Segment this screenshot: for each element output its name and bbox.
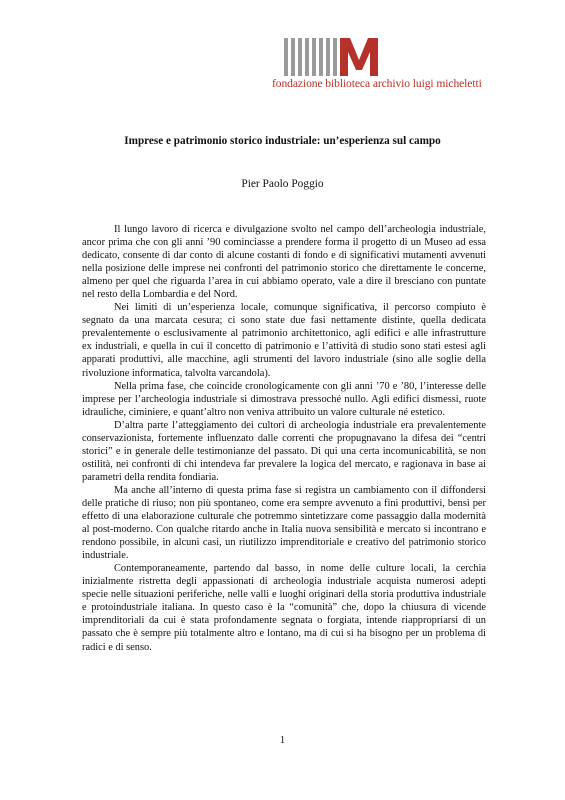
paragraph: Nella prima fase, che coincide cronologicamente con gli anni ’70 e ’80, l’interesse delle imprese per l’archeologia industriale si dimostrava pressoché nullo. Agli edifici dismessi, ruote idrauliche, ciminiere, e quant’altro non veniva attribuito un valore culturale né estetico. [82, 380, 486, 418]
document-body [82, 223, 486, 654]
document-title: Imprese e patrimonio storico industriale: un’esperienza sul campo [124, 135, 441, 147]
page-number: 1 [279, 735, 286, 746]
paragraph: D’altra parte l’atteggiamento dei cultori di archeologia industriale era prevalentemente conservazionista, fortemente influenzato dalle correnti che propugnavano la difesa dei “centri storici” e in generale delle testimonianze del passato. Di qui una certa incomunicabilità, se non ostilità, nei confronti di chi intendeva far prevalere la logica del mercato, e ragionava in base ai parametri della rendita fondiaria. [82, 419, 486, 483]
paragraph: Il lungo lavoro di ricerca e divulgazione svolto nel campo dell’archeologia industriale, ancor prima che con gli anni ’90 cominciasse a prendere forma il progetto di un Museo ad essa dedicato, consente di dar conto di alcune costanti di fondo e di significativi mutamenti avvenuti nella posizione delle imprese nei confronti del patrimonio storico che direttamente le concerne, almeno per quel che riguarda l’area in cui abbiamo operato, vale a dire il bresciano con puntate nel resto della Lombardia e del Nord. [82, 224, 486, 301]
micheletti-logo-icon [284, 38, 378, 76]
paragraph: Nei limiti di un’esperienza locale, comunque significativa, il percorso compiuto è segnato da una marcata cesura; ci sono state due fasi nettamente distinte, quella dedicata prevalentemente o esclusivamente al patrimonio architettonico, agli edifici e alle infrastrutture ex industriali, e quella in cui il concetto di patrimonio e l’attività di studio sono stati estesi agli apparati produttivi, alle macchine, agli strumenti del lavoro industriale (sino alle soglie della rivoluzione informatica, talvolta varcandola). [82, 302, 486, 379]
logo-text: fondazione biblioteca archivio luigi micheletti [272, 77, 482, 90]
paragraph: Ma anche all’interno di questa prima fase si registra un cambiamento con il diffondersi delle pratiche di riuso; non più spontaneo, come era sempre avvenuto a fini produttivi, bensì per effetto di una elaborazione culturale che potremmo sintetizzare come passaggio dalla modernità al post-moderno. Con qualche ritardo anche in Italia nuova sensibilità e mercato si incontrano e rendono possibile, in alcuni casi, un riutilizzo imprenditoriale e creativo del patrimonio storico industriale. [82, 484, 486, 562]
paragraph: Contemporaneamente, partendo dal basso, in nome delle culture locali, la cerchia inizialmente ristretta degli appassionati di archeologia industriale acquista numerosi adepti specie nelle situazioni periferiche, nelle valli e luoghi originari della storia produttiva industriale e protoindustriale italiana. In questo caso è la “comunità” che, dopo la chiusura di vicende imprenditoriali da cui è stata profondamente segnata o forgiata, intende riappropriarsi di un passato che è sempre più totalmente altro e lontano, ma di cui si ha bisogno per un problema di radici e di senso. [82, 563, 486, 653]
document-author: Pier Paolo Poggio [241, 178, 324, 190]
